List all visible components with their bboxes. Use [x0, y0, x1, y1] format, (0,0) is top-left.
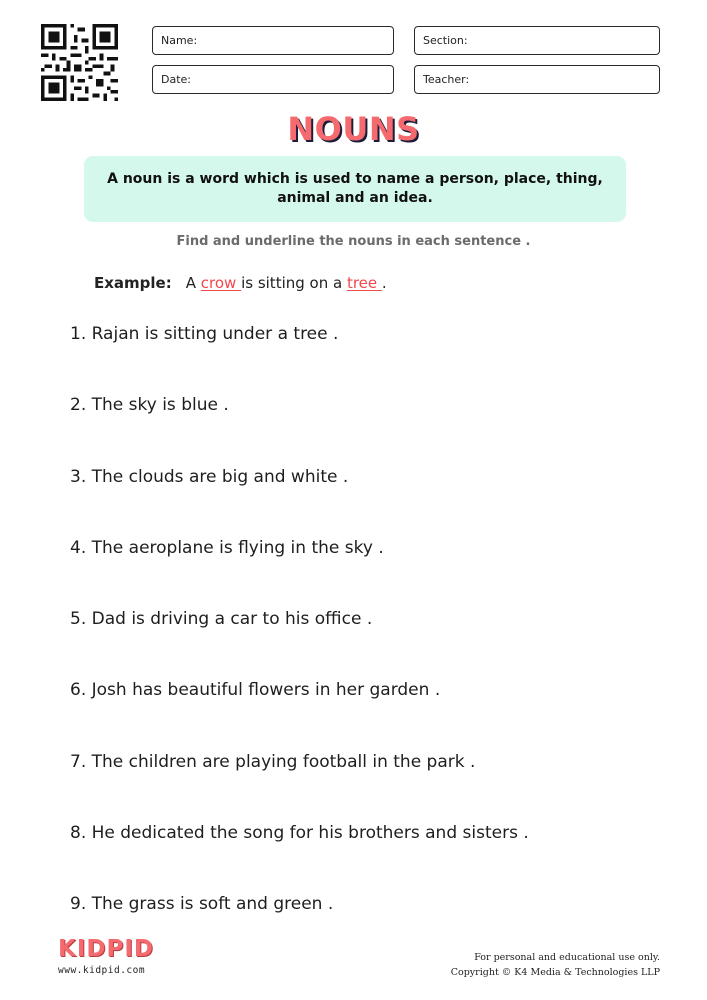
section-label: Section: [423, 34, 468, 47]
footer-notice [451, 950, 660, 980]
definition-text: A noun is a word which is used to name a person, place, thing, animal and an idea. [107, 171, 603, 206]
date-field[interactable] [152, 65, 394, 94]
section-field[interactable] [414, 26, 660, 55]
sentence-item[interactable]: 8. He dedicated the song for his brothers and sisters . [70, 823, 529, 844]
sentence-item[interactable]: 4. The aeroplane is flying in the sky . [70, 537, 384, 558]
footer-line-usage: For personal and educational use only. [474, 952, 660, 963]
teacher-field[interactable] [414, 65, 660, 94]
sentence-item[interactable]: 1. Rajan is sitting under a tree . [70, 324, 339, 344]
example-noun-crow: crow [200, 274, 242, 292]
name-field[interactable] [152, 26, 394, 55]
sentence-list [70, 324, 670, 966]
sentence-item[interactable]: 7. The children are playing football in the park . [70, 751, 476, 772]
qr-code-icon [41, 24, 118, 101]
kidpid-logo [58, 935, 158, 983]
example-part-2: is sitting on a [241, 274, 347, 292]
logo-text: KIDPID [58, 936, 154, 962]
example-label: Example: [94, 274, 172, 292]
sentence-item[interactable]: 5. Dad is driving a car to his office . [70, 609, 373, 630]
sentence-item[interactable]: 6. Josh has beautiful flowers in her garden . [70, 680, 441, 701]
example-line [94, 274, 387, 292]
date-label: Date: [161, 73, 191, 86]
sentence-item[interactable]: 3. The clouds are big and white . [70, 466, 349, 487]
footer-line-copyright: Copyright © K4 Media & Technologies LLP [450, 967, 660, 978]
name-label: Name: [161, 34, 198, 47]
website-url: www.kidpid.com [58, 965, 146, 976]
instruction-text: Find and underline the nouns in each sentence . [176, 234, 531, 249]
sentence-item[interactable]: 9. The grass is soft and green . [70, 894, 334, 915]
definition-box [84, 156, 626, 222]
sentence-item[interactable]: 2. The sky is blue . [70, 395, 229, 416]
teacher-label: Teacher: [423, 73, 470, 86]
page-title: NOUNS [287, 110, 420, 148]
example-part-3: . [381, 274, 387, 292]
example-noun-tree: tree [346, 274, 382, 292]
example-part-1: A [185, 274, 201, 292]
